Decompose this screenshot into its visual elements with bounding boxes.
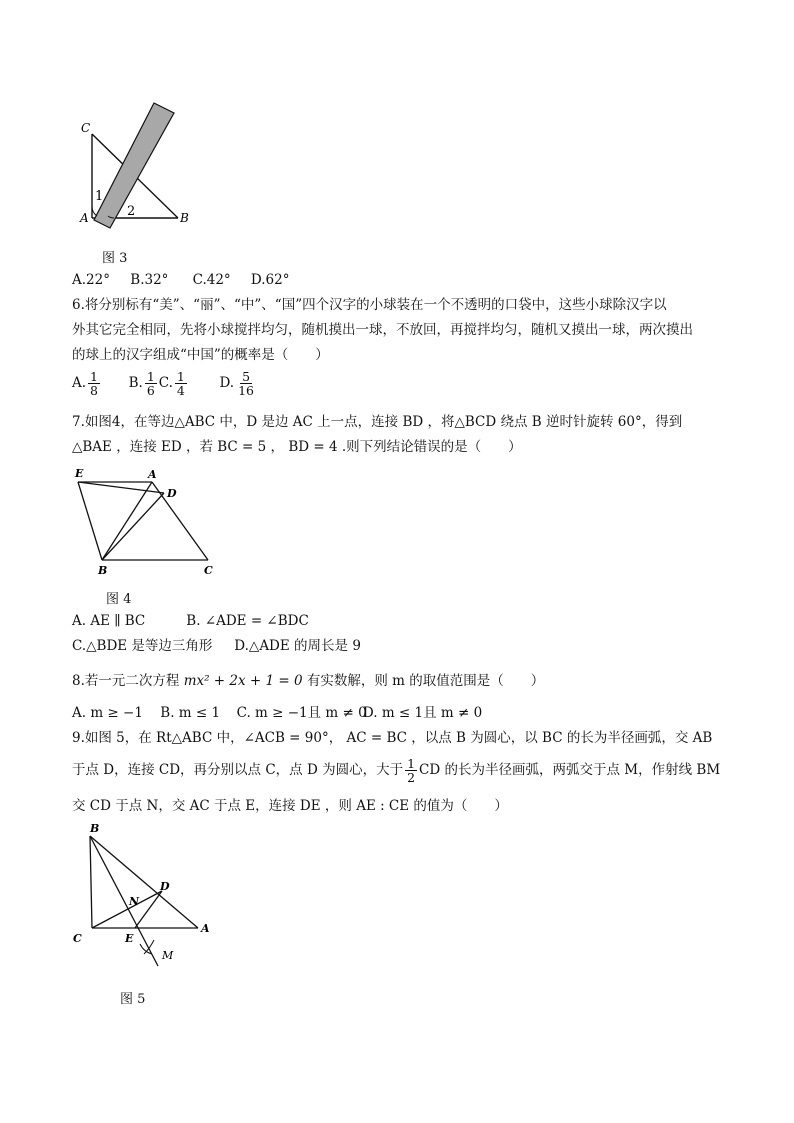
q6-option-d-fraction: $\frac{5}{16}$	[238, 369, 254, 398]
q9-half-fraction: $\frac{1}{2}$	[407, 756, 416, 785]
q7-options-row-2	[72, 636, 361, 656]
fig5-label-a: A	[201, 922, 210, 935]
fig5-caption: 图 5	[120, 992, 146, 1007]
q5-option-c: C.42°	[192, 272, 231, 288]
q5-option-b: B.32°	[130, 272, 169, 288]
figure-3	[70, 98, 210, 238]
q9-line-2	[72, 755, 720, 785]
fig4-label-c: C	[204, 564, 213, 577]
q9-line-2-post: CD 的长为半径画弧，两弧交于点 M，作射线 BM	[419, 762, 721, 778]
q8-stem-post: 有实数解，则 m 的取值范围是（ ）	[306, 673, 545, 689]
q6-option-c-fraction: $\frac{1}{4}$	[176, 369, 185, 398]
q9-line-1: 9.如图 5，在 Rt△ABC 中，∠ACB = 90°， AC = BC ，以点 B 为圆心，以 BC 的长为半径画弧，交 AB	[72, 730, 713, 746]
fig3-label-a: A	[80, 211, 89, 225]
q6-options	[72, 368, 258, 398]
q8-options	[72, 703, 482, 723]
fig4-label-a: A	[148, 468, 157, 481]
q6-line-3: 的球上的汉字组成“中国”的概率是（ ）	[72, 347, 329, 363]
q7-line-2: △BAE ，连接 ED ，若 BC = 5 ， BD = 4 .则下列结论错误的是（ ）	[72, 439, 522, 455]
q7-option-c: C.△BDE 是等边三角形	[72, 638, 213, 654]
q6-option-b-label: B.	[128, 375, 143, 391]
fig5-label-m: M	[162, 949, 174, 962]
figure-4	[70, 462, 230, 582]
figure-5	[70, 820, 220, 970]
fig4-label-d: D	[167, 487, 177, 500]
fig5-label-n: N	[129, 895, 140, 908]
q8-option-c: C. m ≥ −1且 m ≠ 0	[236, 705, 367, 721]
q5-option-a: A.22°	[72, 272, 110, 288]
fig3-label-b: B	[180, 211, 189, 225]
fig4-label-b: B	[98, 564, 108, 577]
q6-option-c-label: C.	[158, 375, 173, 391]
q6-option-a-label: A.	[72, 375, 87, 391]
q8-stem	[72, 671, 544, 691]
q9-line-2-pre: 于点 D，连接 CD，再分别以点 C，点 D 为圆心，大于	[72, 762, 404, 778]
fig3-caption: 图 3	[102, 251, 128, 266]
fig4-label-e: E	[75, 467, 84, 480]
fig5-label-e: E	[125, 932, 134, 945]
q5-options	[72, 270, 289, 290]
q7-option-b: B. ∠ADE = ∠BDC	[186, 613, 309, 629]
q8-stem-pre: 8.若一元二次方程	[72, 673, 180, 689]
q7-option-a: A. AE ∥ BC	[72, 613, 146, 629]
fig5-label-d: D	[160, 880, 170, 893]
q6-line-2: 外其它完全相同，先将小球搅拌均匀，随机摸出一球，不放回，再搅拌均匀，随机又摸出一球，两次摸出	[72, 322, 693, 338]
q5-option-d: D.62°	[250, 272, 290, 288]
q8-option-d: D. m ≤ 1且 m ≠ 0	[362, 705, 483, 721]
q6-option-b-fraction: $\frac{1}{6}$	[146, 369, 155, 398]
q6-option-d-label: D.	[219, 375, 235, 391]
q7-option-d: D.△ADE 的周长是 9	[234, 638, 361, 654]
q9-line-3: 交 CD 于点 N，交 AC 于点 E，连接 DE ，则 AE : CE 的值为（ ）	[72, 798, 508, 814]
q7-options-row-1	[72, 611, 309, 631]
fig4-caption: 图 4	[106, 592, 132, 607]
q6-option-a-fraction: $\frac{1}{8}$	[90, 369, 98, 398]
fig5-label-c: C	[73, 932, 82, 945]
q8-option-b: B. m ≤ 1	[160, 705, 221, 721]
q8-option-a: A. m ≥ −1	[72, 705, 143, 721]
q6-line-1: 6.将分别标有“美”、“丽”、“中”、“国”四个汉字的小球装在一个不透明的口袋中，这些小球除汉字以	[72, 297, 667, 313]
fig5-label-b: B	[90, 822, 100, 835]
fig3-angle-1: 1	[95, 189, 104, 204]
q7-line-1: 7.如图4，在等边△ABC 中，D 是边 AC 上一点，连接 BD ，将△BCD 绕点 B 逆时针旋转 60°，得到	[72, 414, 683, 430]
q8-equation: mx² + 2x + 1 = 0	[183, 673, 303, 689]
fig3-label-c: C	[81, 121, 91, 135]
fig3-angle-2: 2	[127, 204, 136, 219]
